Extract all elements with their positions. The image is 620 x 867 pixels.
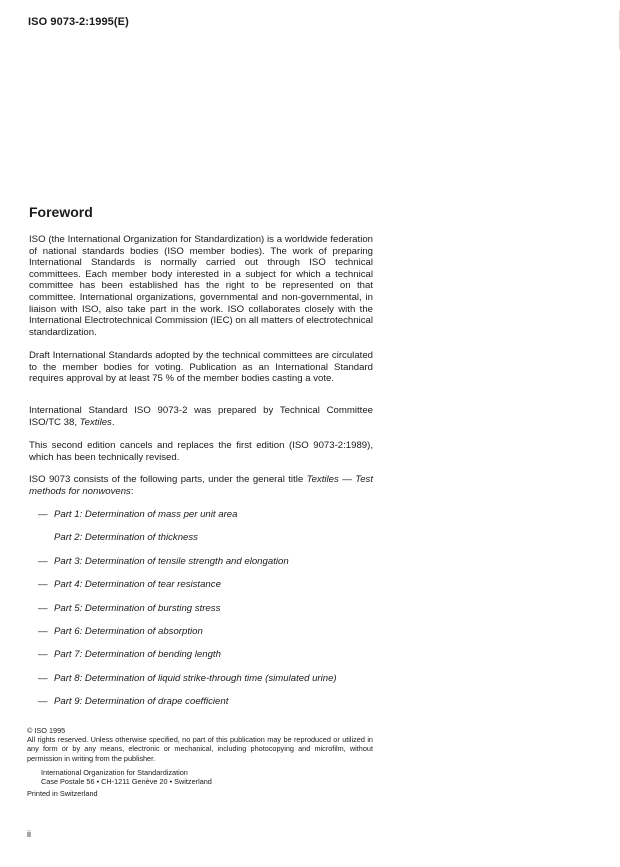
rights-notice: All rights reserved. Unless otherwise specified, no part of this publication may be reproduced or utilized in any form or by any means, electronic or mechanical, including photocopying and microfilm, without permission in writing from the publisher. <box>27 735 373 763</box>
page-number: ii <box>27 829 31 839</box>
dash-marker: — <box>38 696 48 708</box>
p5-italic-title: Textiles — Test methods for nonwovens <box>29 474 373 497</box>
dash-marker: — <box>38 579 48 591</box>
dash-marker: — <box>38 602 48 614</box>
dash-marker: — <box>38 509 48 520</box>
part-label: Part 1: Determination of mass per unit area <box>54 509 238 520</box>
foreword-paragraph-3 <box>29 405 373 428</box>
list-item <box>38 509 337 532</box>
foreword-paragraph-4: This second edition cancels and replaces the first edition (ISO 9073-2:1989), which has been technically revised. <box>29 440 373 463</box>
dash-marker: — <box>38 649 48 661</box>
p5-suffix: : <box>130 485 134 497</box>
list-item <box>38 556 337 579</box>
list-item <box>38 626 337 649</box>
list-item <box>38 649 337 672</box>
foreword-paragraph-2: Draft International Standards adopted by the technical committees are circulated to the member bodies for voting. Publication as an International Standard requires approval by at least 75 % of the member bodies casting a vote. <box>29 350 373 385</box>
printed-in: Printed in Switzerland <box>27 789 98 798</box>
part-label: Part 7: Determination of bending length <box>54 649 221 661</box>
publisher-name: International Organization for Standardization <box>41 768 188 777</box>
dash-marker: — <box>38 555 48 567</box>
dash-marker: — <box>38 672 48 684</box>
parts-list <box>38 509 337 720</box>
part-label: Part 3: Determination of tensile strength and elongation <box>54 555 289 567</box>
list-item <box>38 579 337 602</box>
part-label: Part 4: Determination of tear resistance <box>54 579 221 591</box>
p3-suffix: . <box>111 416 115 428</box>
p3-text: International Standard ISO 9073-2 was prepared by Technical Committee ISO/TC 38, <box>29 405 373 428</box>
list-item <box>38 603 337 626</box>
p3-italic-text: Textiles <box>79 416 112 428</box>
part-label: Part 5: Determination of bursting stress <box>54 602 221 614</box>
foreword-title: Foreword <box>29 204 93 220</box>
part-label: Part 8: Determination of liquid strike-through time (simulated urine) <box>54 672 337 684</box>
publisher-postal: Case Postale 56 • CH-1211 Genève 20 • Switzerland <box>41 777 212 787</box>
copyright-line: © ISO 1995 <box>27 726 66 735</box>
list-item <box>38 696 337 719</box>
part-label: Part 6: Determination of absorption <box>54 625 203 637</box>
publisher-address <box>41 768 212 786</box>
dash-marker: — <box>38 625 48 637</box>
part-label: Part 9: Determination of drape coefficient <box>54 696 229 708</box>
list-item <box>38 673 337 696</box>
list-item <box>38 532 337 555</box>
part-label: Part 2: Determination of thickness <box>54 532 198 544</box>
document-id-header: ISO 9073-2:1995(E) <box>28 16 129 28</box>
copyright-block <box>27 726 373 763</box>
foreword-paragraph-5 <box>29 474 373 497</box>
p5-text: ISO 9073 consists of the following parts, under the general title <box>29 474 307 485</box>
foreword-paragraph-1: ISO (the International Organization for Standardization) is a worldwide federation of national standards bodies (ISO member bodies). The work of preparing International Standards is normally carried out through ISO technical committees. Each member body interested in a subject for which a technical committee has been established has the right to be represented on that committee. International organizations, governmental and non-governmental, in liaison with ISO, also take part in the work. ISO collaborates closely with the International Electrotechnical Commission (IEC) on all matters of electrotechnical standardization. <box>29 234 373 338</box>
